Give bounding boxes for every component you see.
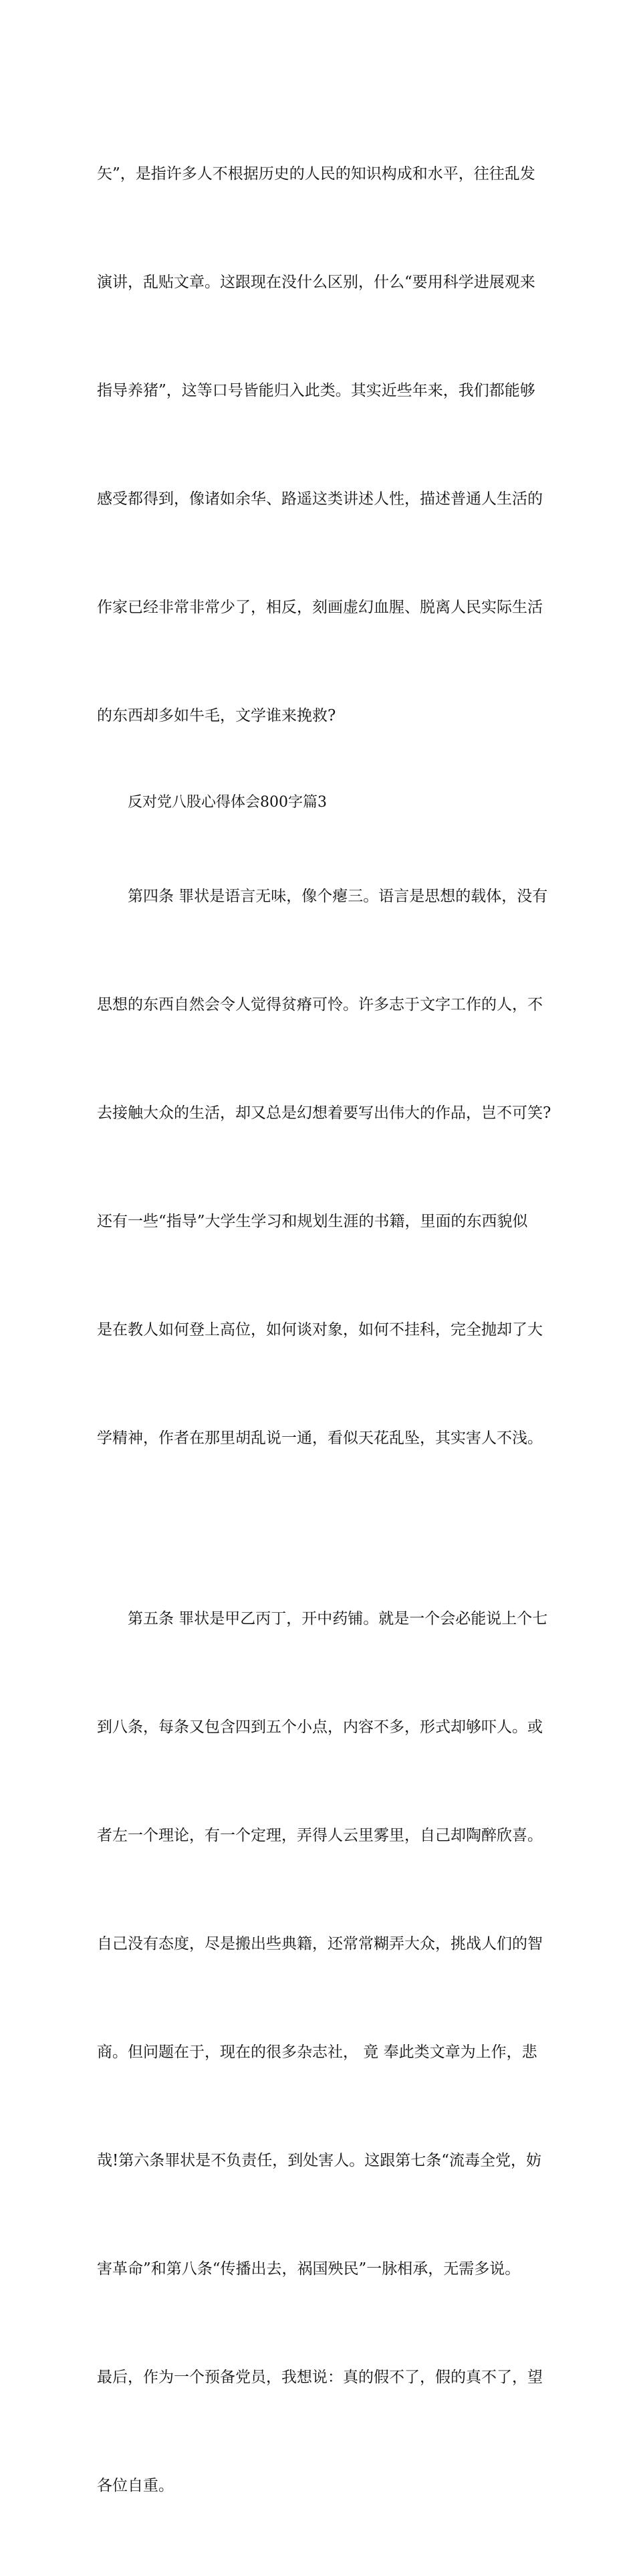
text-line: 学精神，作者在那里胡乱说一通，看似天花乱坠，其实害人不浅。: [97, 1429, 543, 1447]
text-line: 自己没有态度，尽是搬出些典籍，还常常糊弄大众，挑战人们的智: [97, 1935, 543, 1953]
text-line: 还有一些“指导”大学生学习和规划生涯的书籍，里面的东西貌似: [97, 1213, 528, 1230]
text-line: 者左一个理论，有一个定理，弄得人云里雾里，自己却陶醉欣喜。: [97, 1827, 543, 1844]
paragraph-2: [97, 806, 551, 1528]
section-heading: 反对党八股心得体会800字篇3: [128, 794, 327, 811]
body-text: [97, 84, 551, 2576]
text-line: 各位自重。: [97, 2477, 174, 2494]
text-line: 感受都得到，像诸如余华、路遥这类讲述人性，描述普通人生活的: [97, 490, 543, 508]
text-line: 的东西却多如牛毛，文学谁来挽救?: [97, 707, 336, 724]
paragraph-1: [97, 84, 542, 806]
text-line: 是在教人如何登上高位，如何谈对象，如何不挂科，完全抛却了大: [97, 1321, 543, 1339]
text-line: 第四条 罪状是语言无味，像个瘪三。语言是思想的载体，没有: [128, 888, 548, 905]
text-line: 作家已经非常非常少了，相反，刻画虚幻血腥、脱离人民实际生活: [97, 599, 543, 616]
text-line: 去接触大众的生活，却又总是幻想着要写出伟大的作品，岂不可笑?: [97, 1104, 551, 1122]
paragraph-3: [97, 1528, 548, 2576]
text-line: 第五条 罪状是甲乙丙丁，开中药铺。就是一个会必能说上个七: [128, 1610, 548, 1627]
text-line: 思想的东西自然会令人觉得贫瘠可怜。许多志于文字工作的人，不: [97, 996, 543, 1013]
text-line: 害革命”和第八条“传播出去，祸国殃民”一脉相承，无需多说。: [97, 2260, 521, 2278]
text-line: 商。但问题在于，现在的很多杂志社， 竟 奉此类文章为上作，悲: [97, 2044, 537, 2061]
text-line: 演讲，乱贴文章。这跟现在没什么区别，什么“要用科学进展观来: [97, 274, 535, 291]
text-line: 到八条，每条又包含四到五个小点，内容不多，形式却够吓人。或: [97, 1718, 543, 1736]
text-line: 矢”，是指许多人不根据历史的人民的知识构成和水平，往往乱发: [97, 165, 535, 183]
text-line: 哉!第六条罪状是不负责任，到处害人。这跟第七条“流毒全党，妨: [97, 2152, 542, 2169]
text-line: 指导养猪”，这等口号皆能归入此类。其实近些年来，我们都能够: [97, 382, 535, 399]
text-line: 最后，作为一个预备党员，我想说：真的假不了，假的真不了，望: [97, 2369, 543, 2386]
